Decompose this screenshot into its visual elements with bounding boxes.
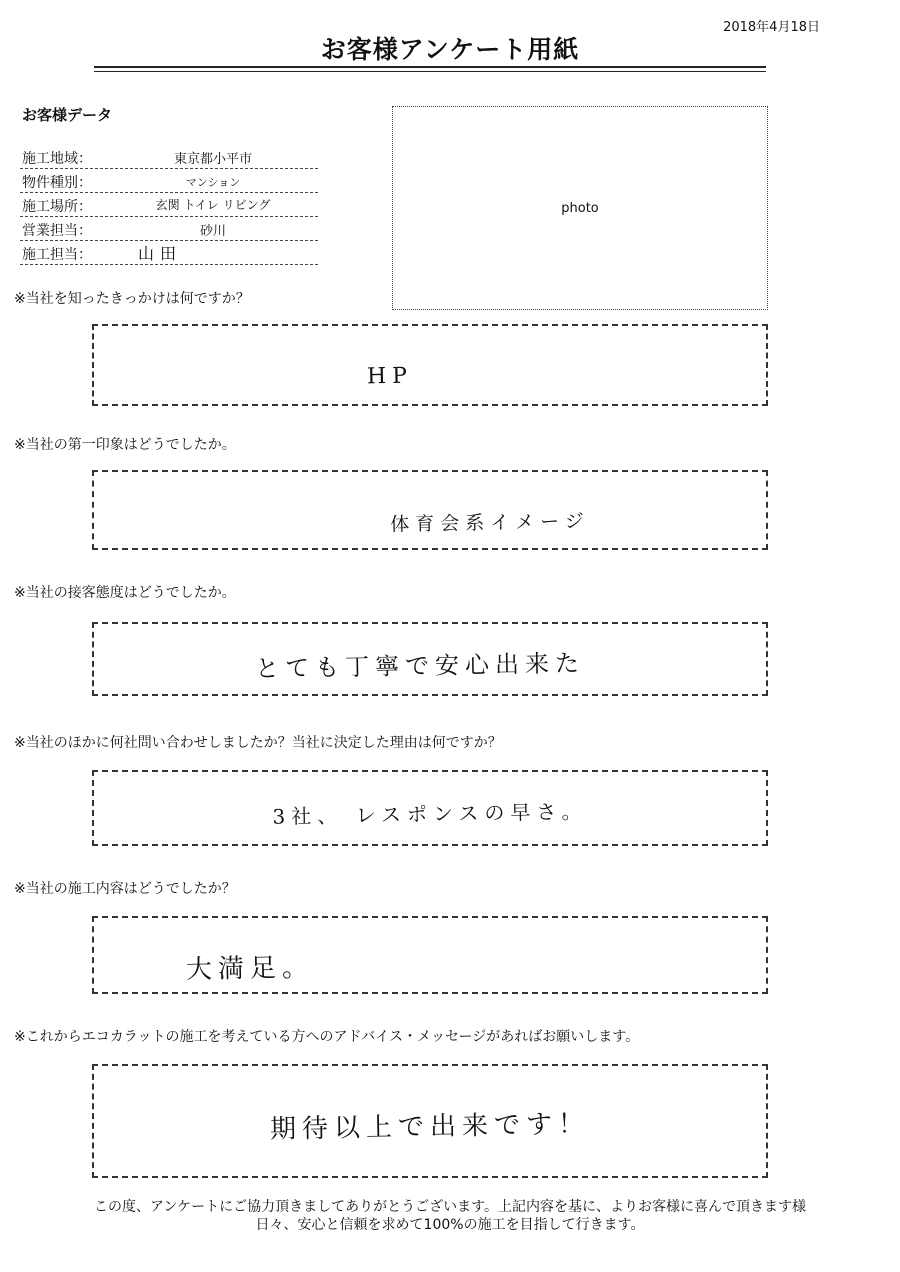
customer-row-installer: [20, 240, 318, 265]
footer-line-2: 日々、安心と信頼を求めて100%の施工を目指して行きます。: [255, 1217, 645, 1233]
question-3: ※当社の接客態度はどうでしたか。: [14, 585, 236, 601]
customer-data-heading: お客様データ: [22, 106, 113, 124]
customer-row-property-type: [20, 168, 318, 193]
photo-label: photo: [561, 201, 599, 216]
answer-1: HP: [366, 363, 414, 390]
answer-2: 体育会系イメージ: [390, 510, 590, 536]
answer-box-5: [92, 916, 768, 994]
answer-box-4: [92, 770, 768, 846]
answer-5: 大満足。: [185, 952, 315, 986]
question-5: ※当社の施工内容はどうでしたか？: [14, 881, 236, 897]
answer-4: 3社、 レスポンスの早さ。: [272, 799, 588, 829]
footer-line-1: この度、アンケートにご協力頂きましてありがとうございます。上記内容を基に、よりお客様に喜んで頂きます様: [93, 1199, 807, 1215]
question-4: ※当社のほかに何社問い合わせしましたか？当社に決定した理由は何ですか？: [14, 735, 502, 751]
row-label: 物件種別：: [22, 175, 92, 191]
question-1: ※当社を知ったきっかけは何ですか？: [14, 291, 250, 307]
photo-placeholder: [392, 106, 768, 310]
row-label: 施工地域：: [22, 151, 92, 167]
answer-box-1: [92, 324, 768, 406]
answer-box-2: [92, 470, 768, 550]
title-rule-thin: [94, 71, 766, 72]
row-label: 施工場所：: [22, 199, 92, 215]
row-label: 施工担当：: [22, 247, 92, 263]
customer-row-area: [20, 144, 318, 169]
survey-date: 2018年4月18日: [723, 20, 820, 35]
customer-row-sales: [20, 216, 318, 241]
answer-3: とても丁寧で安心出来た: [254, 649, 586, 683]
question-2: ※当社の第一印象はどうでしたか。: [14, 437, 236, 453]
row-value: 砂川: [199, 224, 226, 239]
question-6: ※これからエコカラットの施工を考えている方へのアドバイス・メッセージがあればお願いします。: [14, 1029, 640, 1045]
answer-box-6: [92, 1064, 768, 1178]
row-label: 営業担当：: [22, 223, 92, 239]
answer-box-3: [92, 622, 768, 696]
row-value: マンション: [185, 176, 241, 189]
title-rule-thick: [94, 66, 766, 68]
page-title: お客様アンケート用紙: [320, 35, 580, 64]
row-value-handwritten: 山田: [137, 244, 182, 263]
customer-row-location: [20, 192, 318, 217]
answer-6: 期待以上で出来です！: [269, 1109, 591, 1145]
row-value: 玄関 トイレ リビング: [155, 198, 271, 212]
row-value: 東京都小平市: [173, 152, 252, 167]
